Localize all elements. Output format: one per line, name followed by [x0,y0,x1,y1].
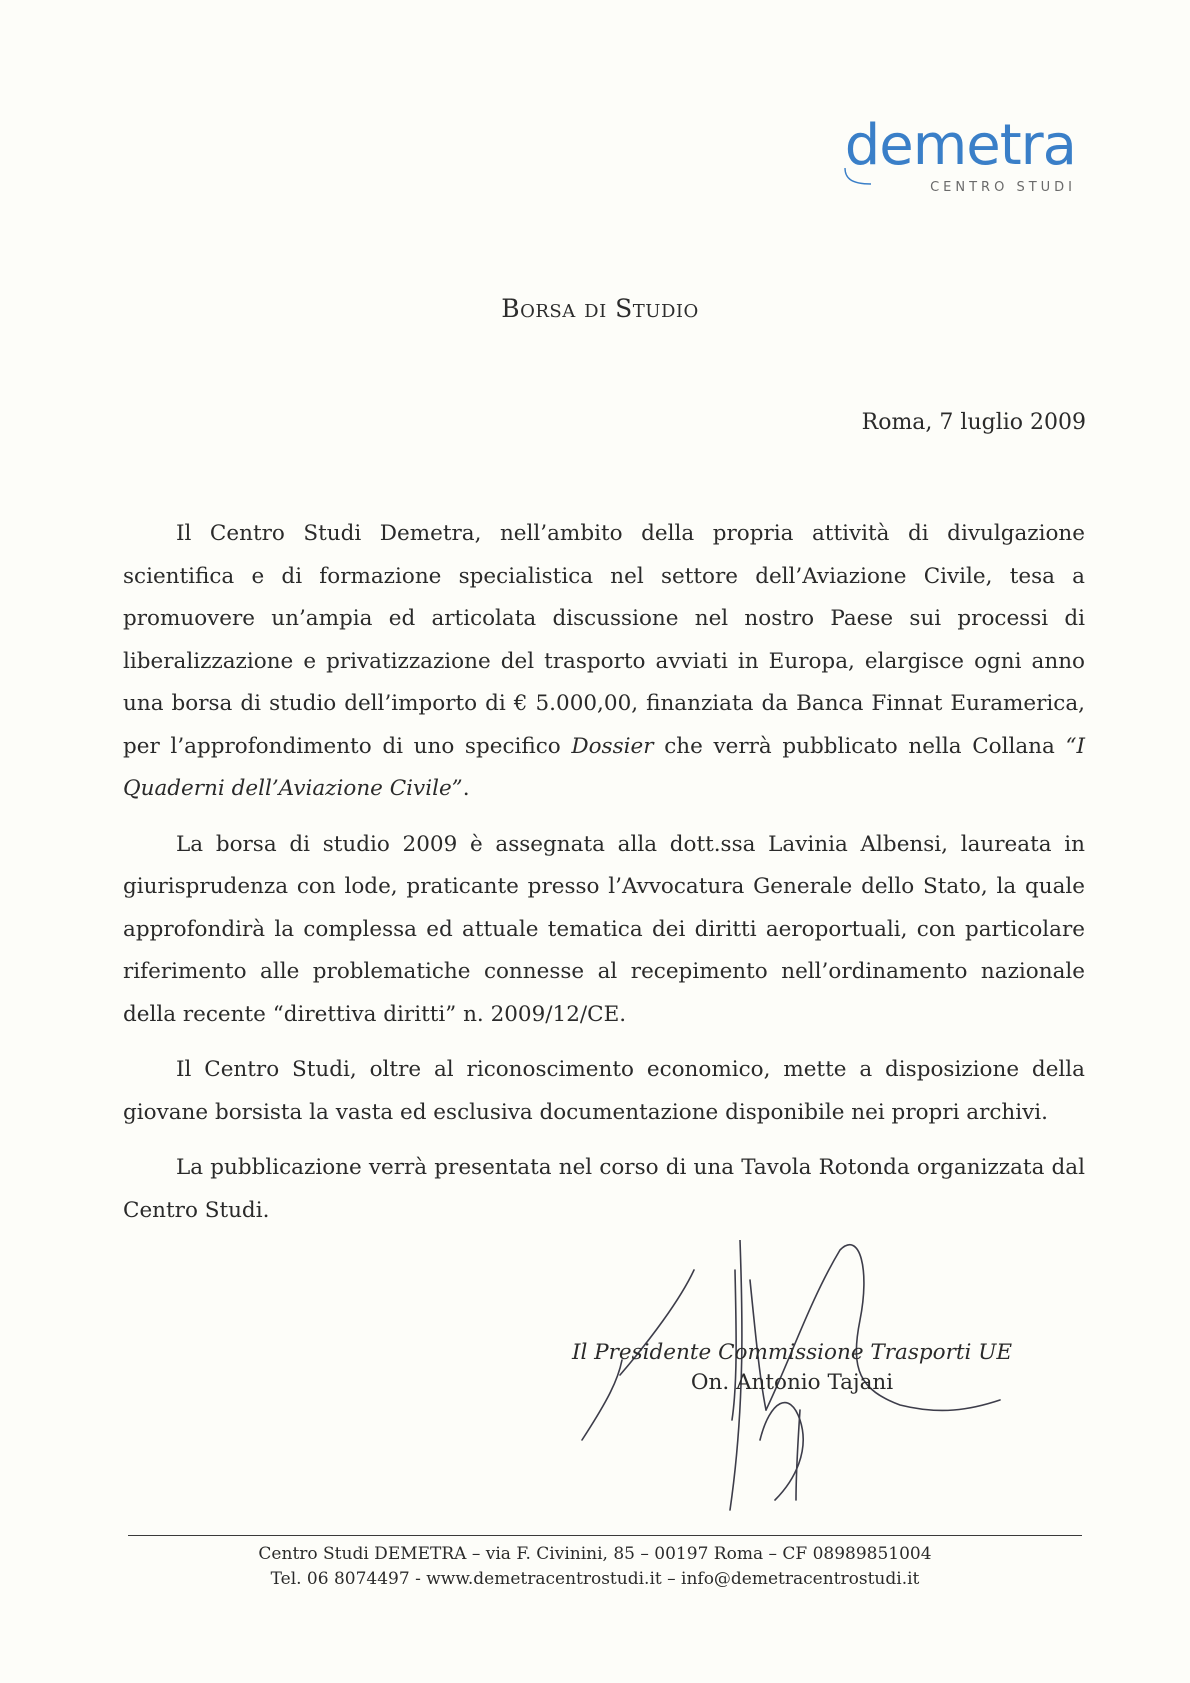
logo-wordmark: demetra [844,113,1076,178]
paragraph-3: Il Centro Studi, oltre al riconoscimento economico, mette a disposizione della giovane borsista la vasta ed esclusiva documentazione disponibile nei propri archivi. [123,1057,1085,1125]
logo-hook-icon [843,168,873,188]
paragraph-1 [123,513,1085,811]
footer-contacts: Tel. 06 8074497 - www.demetracentrostudi.it – info@demetracentrostudi.it [270,1569,920,1589]
dossier-word: Dossier [571,733,654,759]
logo-subtitle-text: CENTRO STUDI [930,180,1076,195]
footer [0,1542,1190,1592]
collana-title: “I Quaderni dell’Aviazione Civile” [123,733,1085,801]
signatory-name: On. Antonio Tajani [690,1370,894,1395]
footer-divider [128,1535,1082,1536]
title-word-1: Borsa [501,294,576,323]
footer-address: Centro Studi DEMETRA – via F. Civinini, 85 – 00197 Roma – CF 08989851004 [258,1544,932,1564]
letter-date: Roma, 7 luglio 2009 [861,410,1086,435]
signature-block [562,1338,1022,1398]
title-word-2: di [584,294,607,323]
paragraph-1-text-b: che verrà pubblicato nella Collana [653,733,1066,759]
paragraph-1-text-c: . [462,776,470,801]
document-title [0,294,1190,323]
demetra-logo [844,113,1076,195]
paragraph-2: La borsa di studio 2009 è assegnata alla dott.ssa Lavinia Albensi, laureata in giurisprudenza con lode, praticante presso l’Avvocatura Generale dello Stato, la quale approfondirà la complessa ed attuale tematica dei diritti aeroportuali, con particolare riferimento alle problematiche connesse al recepimento nell’ordinamento nazionale della recente “direttiva diritti” n. 2009/12/CE. [123,831,1085,1027]
paragraph-1-text-a: Il Centro Studi Demetra, nell’ambito della propria attività di divulgazione scientifica e di formazione specialistica nel settore dell’Aviazione Civile, tesa a promuovere un’ampia ed articolata discussione nel nostro Paese sui processi di liberalizzazione e privatizzazione del trasporto avviati in Europa, elargisce ogni anno una borsa di studio dell’importo di € 5.000,00, finanziata da Banca Finnat Euramerica, per l’approfondimento di uno specifico [123,521,1085,759]
letter-body [123,513,1085,1245]
signatory-role: Il Presidente Commissione Trasporti UE [571,1340,1013,1365]
title-word-3: Studio [615,294,699,323]
logo-subtitle [845,180,1076,195]
paragraph-4: La pubblicazione verrà presentata nel corso di una Tavola Rotonda organizzata dal Centro Studi. [123,1155,1085,1223]
